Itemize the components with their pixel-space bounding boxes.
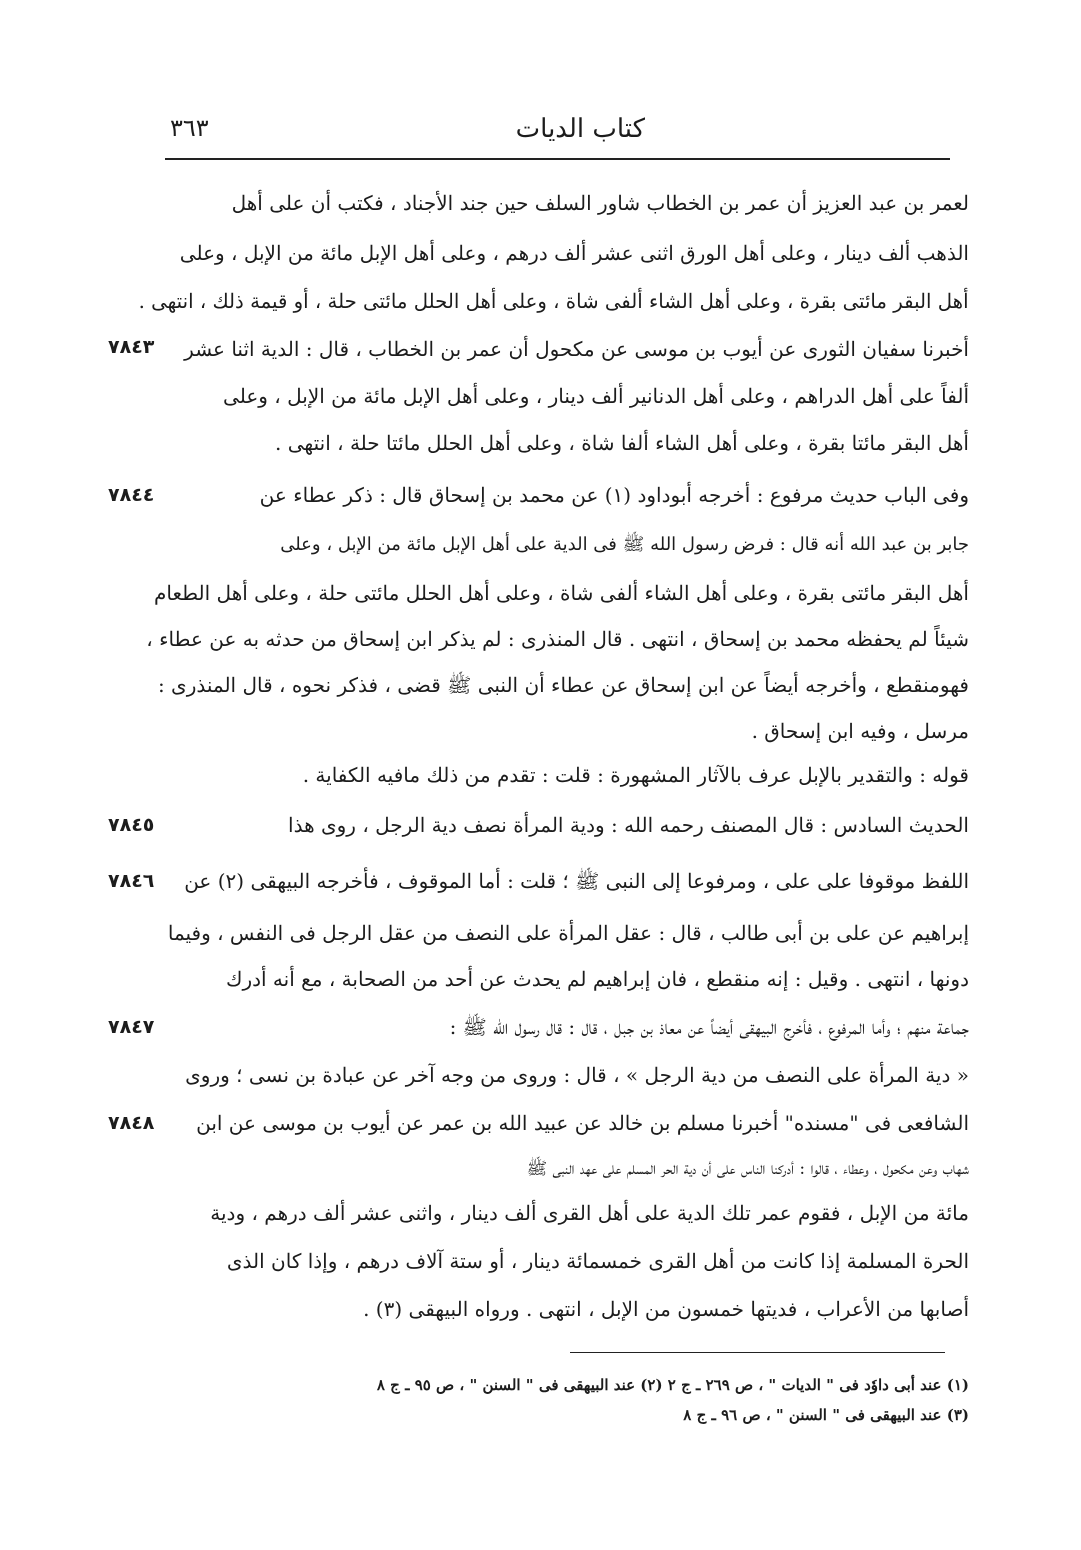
text-line: جماعة منهم ؛ وأما المرفوع ، فأخرج البيهقى أيضاً عن معاذ بن جبل ، قال : قال رسول الله ﷺ : (449, 1015, 969, 1039)
text-line: أهل البقر مائتى بقرة ، وعلى أهل الشاء ألفى شاة ، وعلى أهل الحلل مائتى حلة ، أو قيمة ذلك ، انتهى . (139, 289, 969, 313)
running-title: كتاب الديات (515, 114, 645, 144)
running-header (170, 112, 945, 158)
hadith-number: ٧٨٤٨ (108, 1112, 155, 1134)
text-line: أصابها من الأعراب ، فديتها خمسون من الإبل ، انتهى . ورواه البيهقى (٣) . (363, 1297, 969, 1321)
footnote-line: (١) عند أبى داوٗد فى " الديات " ، ص ٢٦٩ ـ ج ٢ (٢) عند البيهقى فى " السنن " ، ص ٩٥ ـ ج ٨ (376, 1376, 969, 1394)
text-line: اللفظ موقوفا على على ، ومرفوعا إلى النبى ﷺ ؛ قلت : أما الموقوف ، فأخرجه البيهقى (٢) عن (184, 869, 969, 893)
text-line: أهل البقر مائتا بقرة ، وعلى أهل الشاء ألفا شاة ، وعلى أهل الحلل مائتا حلة ، انتهى . (275, 431, 969, 455)
text-line: قوله : والتقدير بالإبل عرف بالآثار المشهورة : قلت : تقدم من ذلك مافيه الكفاية . (302, 763, 969, 787)
hadith-number: ٧٨٤٤ (108, 484, 155, 506)
text-line: شيئاً لم يحفظه محمد بن إسحاق ، انتهى . قال المنذرى : لم يذكر ابن إسحاق من حدثه به عن عطاء ، (146, 627, 969, 651)
footnote-line: (٣) عند البيهقى فى " السنن " ، ص ٩٦ ـ ج ٨ (683, 1406, 969, 1424)
text-line: الحرة المسلمة إذا كانت من أهل القرى خمسمائة دينار ، أو ستة آلاف درهم ، وإذا كان الذى (226, 1249, 969, 1273)
text-line: لعمر بن عبد العزيز أن عمر بن الخطاب شاور السلف حين جند الأجناد ، فكتب أن على أهل (231, 191, 969, 215)
text-line: فهومنقطع ، وأخرجه أيضاً عن ابن إسحاق عن عطاء أن النبى ﷺ قضى ، فذكر نحوه ، قال المنذرى : (157, 673, 969, 697)
text-line: إبراهيم عن على بن أبى طالب ، قال : عقل المرأة على النصف من عقل الرجل فى النفس ، وفيما (167, 921, 969, 945)
text-line: الشافعى فى "مسنده" أخبرنا مسلم بن خالد عن عبيد الله بن عمر عن أيوب بن موسى عن ابن (196, 1111, 969, 1135)
text-line: الحديث السادس : قال المصنف رحمه الله : ودية المرأة نصف دية الرجل ، روى هذا (288, 813, 969, 837)
text-line: جابر بن عبد الله أنه قال : فرض رسول الله ﷺ فى الدية على أهل الإبل مائة من الإبل ، وعلى (280, 534, 969, 555)
text-line: « دية المرأة على النصف من دية الرجل » ، قال : وروى من وجه آخر عن عبادة بن نسى ؛ وروى (185, 1063, 969, 1087)
text-line: أهل البقر مائتى بقرة ، وعلى أهل الشاء ألفى شاة ، وعلى أهل الحلل مائتى حلة ، وعلى أهل الطعام (154, 581, 969, 605)
hadith-number: ٧٨٤٣ (108, 336, 155, 358)
header-rule (165, 158, 950, 160)
text-line: أخبرنا سفيان الثورى عن أيوب بن موسى عن مكحول أن عمر بن الخطاب ، قال : الدية اثنا عشر (184, 337, 969, 361)
hadith-number: ٧٨٤٦ (108, 870, 155, 892)
text-line: وفى الباب حديث مرفوع : أخرجه أبوداود (١) عن محمد بن إسحاق قال : ذكر عطاء عن (259, 483, 969, 507)
page-number: ٣٦٣ (170, 114, 209, 142)
text-line: مرسل ، وفيه ابن إسحاق . (751, 719, 969, 743)
text-line: دونها ، انتهى . وقيل : إنه منقطع ، فان إبراهيم لم يحدث عن أحد من الصحابة ، مع أنه أدرك (225, 967, 969, 991)
footnote-rule (570, 1352, 945, 1353)
hadith-number: ٧٨٤٥ (108, 814, 155, 836)
text-line: مائة من الإبل ، فقوم عمر تلك الدية على أهل القرى ألف دينار ، واثنى عشر ألف درهم ، ودية (210, 1201, 969, 1225)
hadith-number: ٧٨٤٧ (108, 1016, 155, 1038)
text-line: شهاب وعن مكحول ، وعطاء ، قالوا : أدركنا الناس على أن دية الحر المسلم على عهد النبى ﷺ (526, 1159, 969, 1179)
text-line: ألفاً على أهل الدراهم ، وعلى أهل الدنانير ألف دينار ، وعلى أهل الإبل مائة من الإبل ، وعلى (223, 384, 969, 408)
text-line: الذهب ألف دينار ، وعلى أهل الورق اثنى عشر ألف درهم ، وعلى أهل الإبل مائة من الإبل ، وعلى (179, 241, 969, 265)
